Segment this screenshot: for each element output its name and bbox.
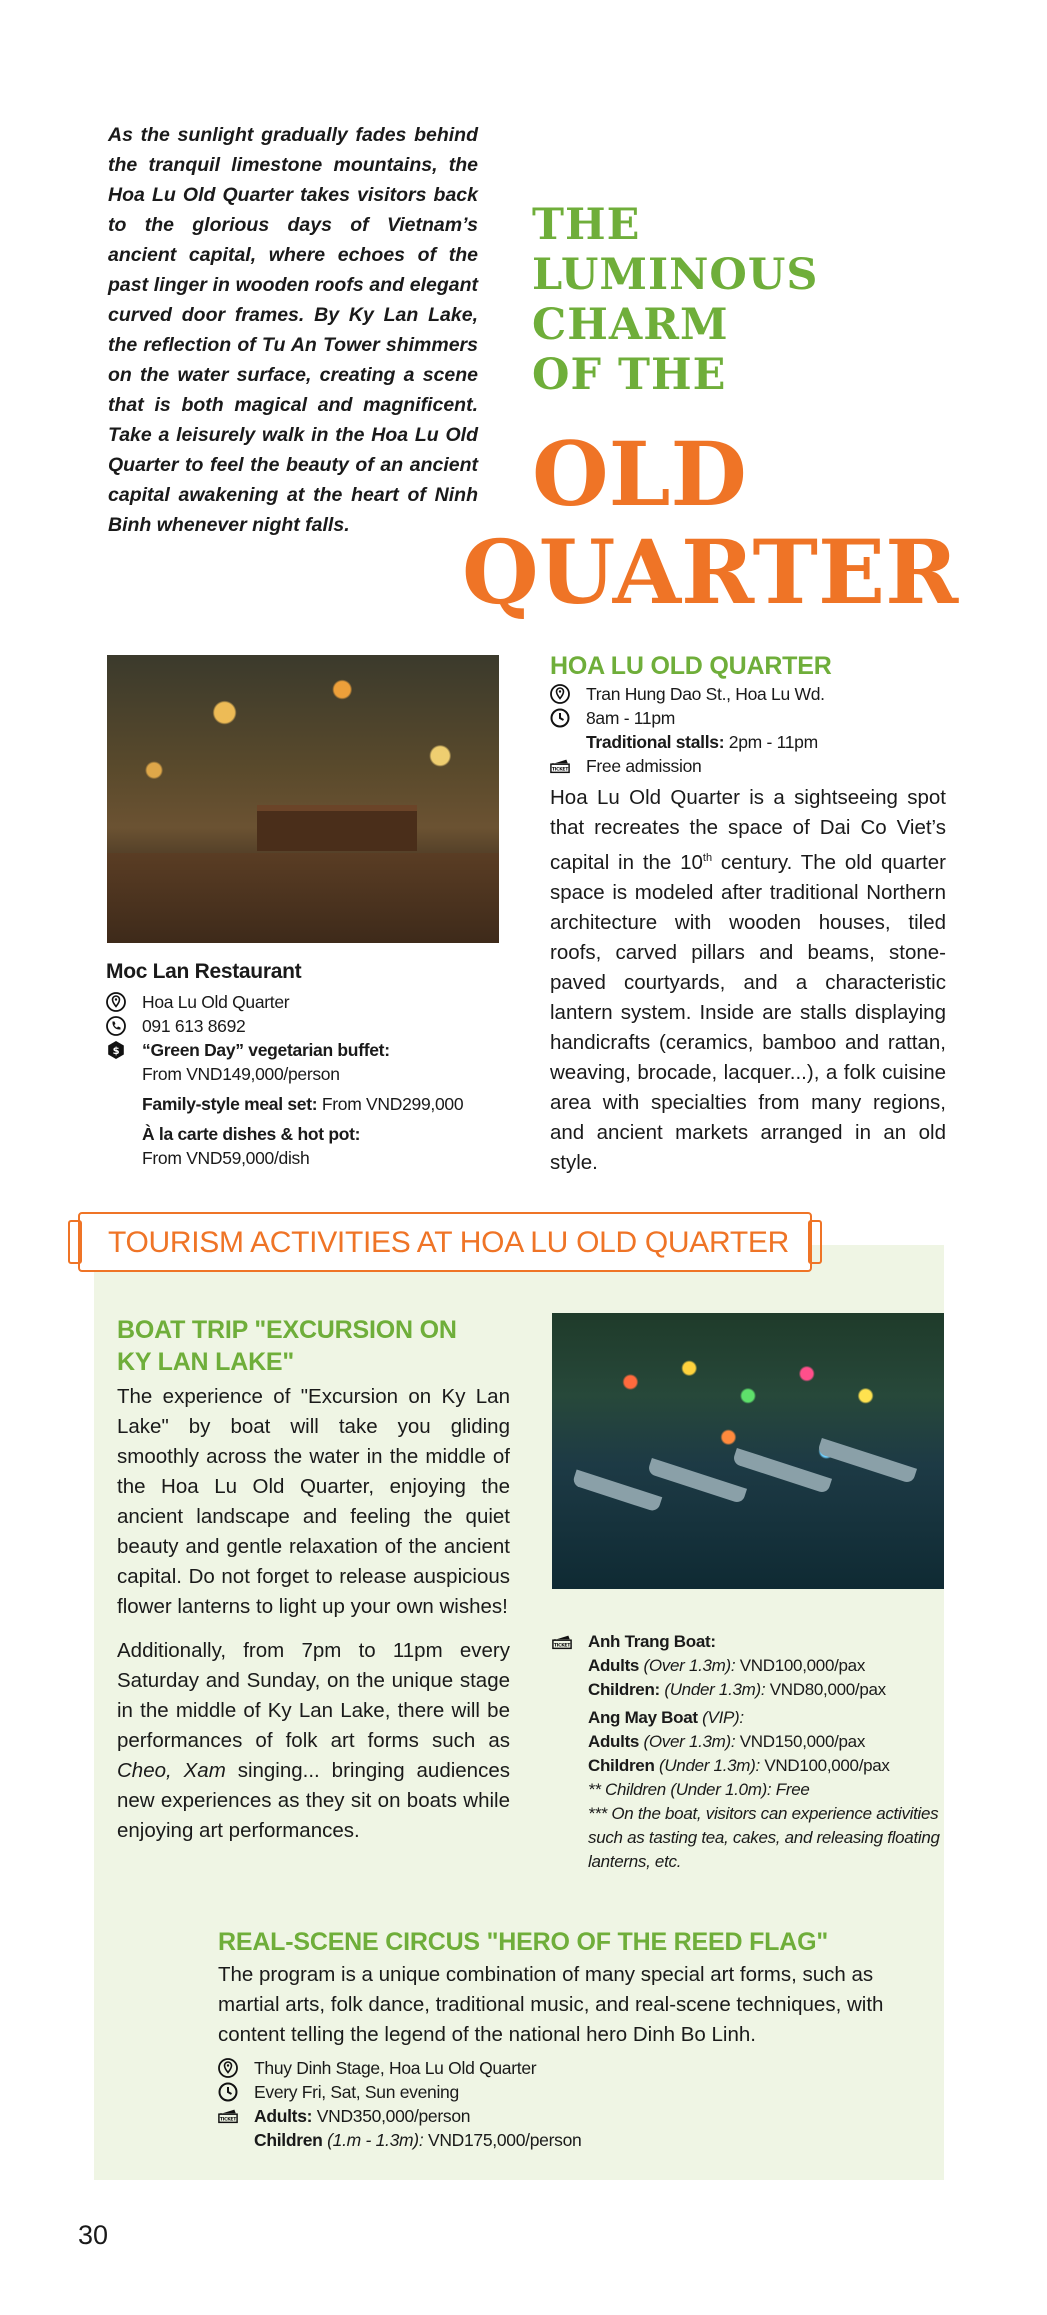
location-pin-icon <box>218 2058 238 2078</box>
circus-venue: Thuy Dinh Stage, Hoa Lu Old Quarter <box>254 2058 537 2078</box>
children-label: Children <box>588 1756 655 1775</box>
restaurant-photo-floor <box>107 853 499 943</box>
anh-child-price: VND80,000/pax <box>765 1680 886 1699</box>
circus-venue-row <box>218 2056 718 2080</box>
over-label: (Over 1.3m): <box>639 1656 736 1675</box>
adults-label: Adults <box>588 1656 640 1675</box>
price-tag-icon <box>106 1040 126 1060</box>
svg-text:$: $ <box>112 1046 120 1057</box>
adults-label: Adults <box>588 1732 640 1751</box>
clock-icon <box>218 2082 238 2102</box>
ang-may-child <box>552 1754 952 1778</box>
stalls-hours: 2pm - 11pm <box>724 732 818 752</box>
anh-trang-adult <box>552 1654 952 1678</box>
boat-p2-part-1: Additionally, from 7pm to 11pm every Saturday and Sunday, on the unique stage in the middle of Ky Lan Lake, there will be performances of folk art forms such as <box>117 1639 510 1752</box>
restaurant-info <box>106 990 506 1170</box>
title-line-3: CHARM <box>532 300 729 350</box>
photo-boat <box>732 1448 832 1494</box>
ang-may-row <box>552 1706 952 1730</box>
restaurant-phone-row <box>106 1014 506 1038</box>
ang-may-label: Ang May Boat <box>588 1708 698 1727</box>
restaurant-photo-table <box>257 805 417 851</box>
boat-lanterns-photo <box>552 1313 944 1589</box>
vip-label: (VIP): <box>697 1708 744 1727</box>
quarter-heading: HOA LU OLD QUARTER <box>550 652 832 680</box>
circus-children-label: Children <box>254 2130 323 2150</box>
boat-heading-line-1: BOAT TRIP "EXCURSION ON <box>117 1316 457 1344</box>
title-big-line-2: QUARTER <box>462 520 959 624</box>
quarter-desc-part-1: Hoa Lu Old Quarter is a sightseeing spot that recreates the space of Dai Co Viet’s capital in the 10 <box>550 786 946 874</box>
circus-description: The program is a unique combination of many special art forms, such as martial arts, folk dance, traditional music, and real-scene techniques, with content telling the legend of the national hero Dinh Bo Linh. <box>218 1963 884 2046</box>
circus-adults-price: VND350,000/person <box>312 2106 471 2126</box>
circus-adults-label: Adults: <box>254 2106 313 2126</box>
boat-paragraph-1: The experience of "Excursion on Ky Lan Lake" by boat will take you gliding smoothly across the water in the middle of the Hoa Lu Old Quarter, enjoying the ancient landscape and feeling the quiet beauty and gentle relaxation of the ancient capital. Do not forget to release auspicious flower lanterns to light up your own wishes! <box>117 1385 510 1618</box>
anh-trang-label: Anh Trang Boat: <box>588 1632 716 1651</box>
anh-trang-child <box>552 1678 952 1702</box>
svg-text:TICKET: TICKET <box>553 1643 571 1649</box>
page-number: 30 <box>78 2220 109 2250</box>
ang-adult-price: VND150,000/pax <box>735 1732 866 1751</box>
location-pin-icon <box>106 992 126 1012</box>
quarter-description <box>550 783 946 1178</box>
boat-description <box>117 1382 510 1846</box>
restaurant-address: Hoa Lu Old Quarter <box>142 992 290 1012</box>
under-label: (Under 1.3m): <box>654 1756 760 1775</box>
photo-boat <box>572 1469 663 1512</box>
clock-icon <box>550 708 570 728</box>
ticket-icon <box>218 2106 238 2126</box>
boat-note-1: ** Children (Under 1.0m): Free <box>588 1780 810 1799</box>
boat-p2-part-2: singing... bringing audiences new experiences as they sit on boats while enjoying art performances. <box>117 1759 510 1842</box>
buffet-price: From VND149,000/person <box>142 1064 340 1084</box>
quarter-admission-row <box>550 754 950 778</box>
quarter-admission: Free admission <box>586 756 702 776</box>
restaurant-phone: 091 613 8692 <box>142 1016 246 1036</box>
title-line-1: THE <box>532 200 641 250</box>
restaurant-buffet-row <box>106 1038 506 1062</box>
under-label: (Under 1.3m): <box>659 1680 766 1699</box>
photo-boat <box>817 1438 917 1484</box>
restaurant-name: Moc Lan Restaurant <box>106 960 302 983</box>
boat-heading <box>117 1314 457 1378</box>
title-big <box>462 422 959 624</box>
family-row <box>106 1092 506 1116</box>
quarter-hours-row <box>550 706 950 730</box>
svg-text:TICKET: TICKET <box>551 767 569 773</box>
alacarte-label <box>106 1122 506 1146</box>
family-price: From VND299,000 <box>317 1094 464 1114</box>
intro-paragraph: As the sunlight gradually fades behind the tranquil limestone mountains, the Hoa Lu Old Quarter takes visitors back to the glorious days of Vietnam’s ancient capital, where echoes of the past linger in wooden roofs and elegant curved door frames. By Ky Lan Lake, the reflection of Tu An Tower shimmers on the water surface, creating a scene that is both magical and magnificent. Take a leisurely walk in the Hoa Lu Old Quarter to feel the beauty of an ancient capital awakening at the heart of Ninh Binh whenever night falls. <box>108 124 478 536</box>
alacarte-price: From VND59,000/dish <box>142 1148 310 1168</box>
circus-heading: REAL-SCENE CIRCUS "HERO OF THE REED FLAG" <box>218 1928 828 1956</box>
children-label: Children: <box>588 1680 660 1699</box>
stalls-label: Traditional stalls: <box>586 732 725 752</box>
alacarte-label-text: À la carte dishes & hot pot: <box>142 1124 361 1144</box>
quarter-stalls-row <box>550 730 950 754</box>
quarter-desc-sup: th <box>702 852 713 864</box>
quarter-address-row <box>550 682 950 706</box>
title-small <box>532 200 832 400</box>
circus-info <box>218 2056 718 2152</box>
anh-trang-row <box>552 1630 952 1654</box>
restaurant-address-row <box>106 990 506 1014</box>
circus-adult-row <box>218 2104 718 2128</box>
over-label: (Over 1.3m): <box>639 1732 736 1751</box>
boat-heading-line-2: KY LAN LAKE" <box>117 1348 295 1376</box>
quarter-desc-part-2: century. The old quarter space is modeled after traditional Northern architecture with wooden houses, tiled roofs, carved pillars and beams, stone-paved courtyards, and a characteristic lantern system. Inside are stalls displaying handicrafts (ceramics, bamboo and rattan, weaving, brocade, lacquer...), a folk cuisine area with specialties from many regions, and ancient markets arranged in an old style. <box>550 850 946 1174</box>
family-label: Family-style meal set: <box>142 1094 318 1114</box>
boat-p2-italic: Cheo, Xam <box>117 1759 226 1782</box>
title-big-line-1: OLD <box>532 422 747 526</box>
boat-paragraph-2 <box>117 1636 510 1846</box>
circus-schedule-row <box>218 2080 718 2104</box>
circus-children-price: VND175,000/person <box>423 2130 582 2150</box>
quarter-info <box>550 682 950 778</box>
location-pin-icon <box>550 684 570 704</box>
anh-adult-price: VND100,000/pax <box>735 1656 866 1675</box>
quarter-hours: 8am - 11pm <box>586 708 676 728</box>
circus-schedule: Every Fri, Sat, Sun evening <box>254 2082 459 2102</box>
title-line-4: OF THE <box>532 350 727 400</box>
activities-banner-title: TOURISM ACTIVITIES AT HOA LU OLD QUARTER <box>108 1226 789 1259</box>
ticket-icon <box>550 756 570 776</box>
phone-icon <box>106 1016 126 1036</box>
ticket-icon <box>552 1632 572 1652</box>
title-line-2: LUMINOUS <box>532 250 819 300</box>
circus-child-row <box>218 2128 718 2152</box>
buffet-label: “Green Day” vegetarian buffet: <box>142 1040 390 1060</box>
ang-may-adult <box>552 1730 952 1754</box>
quarter-address: Tran Hung Dao St., Hoa Lu Wd. <box>586 684 825 704</box>
circus-children-range: (1.m - 1.3m): <box>322 2130 424 2150</box>
boat-prices <box>552 1630 952 1874</box>
restaurant-photo <box>107 655 499 943</box>
activities-banner <box>78 1212 812 1272</box>
ang-child-price: VND100,000/pax <box>759 1756 890 1775</box>
svg-text:TICKET: TICKET <box>219 2117 237 2123</box>
boat-note-2: *** On the boat, visitors can experience activities such as tasting tea, cakes, and releasing floating lanterns, etc. <box>588 1804 940 1871</box>
